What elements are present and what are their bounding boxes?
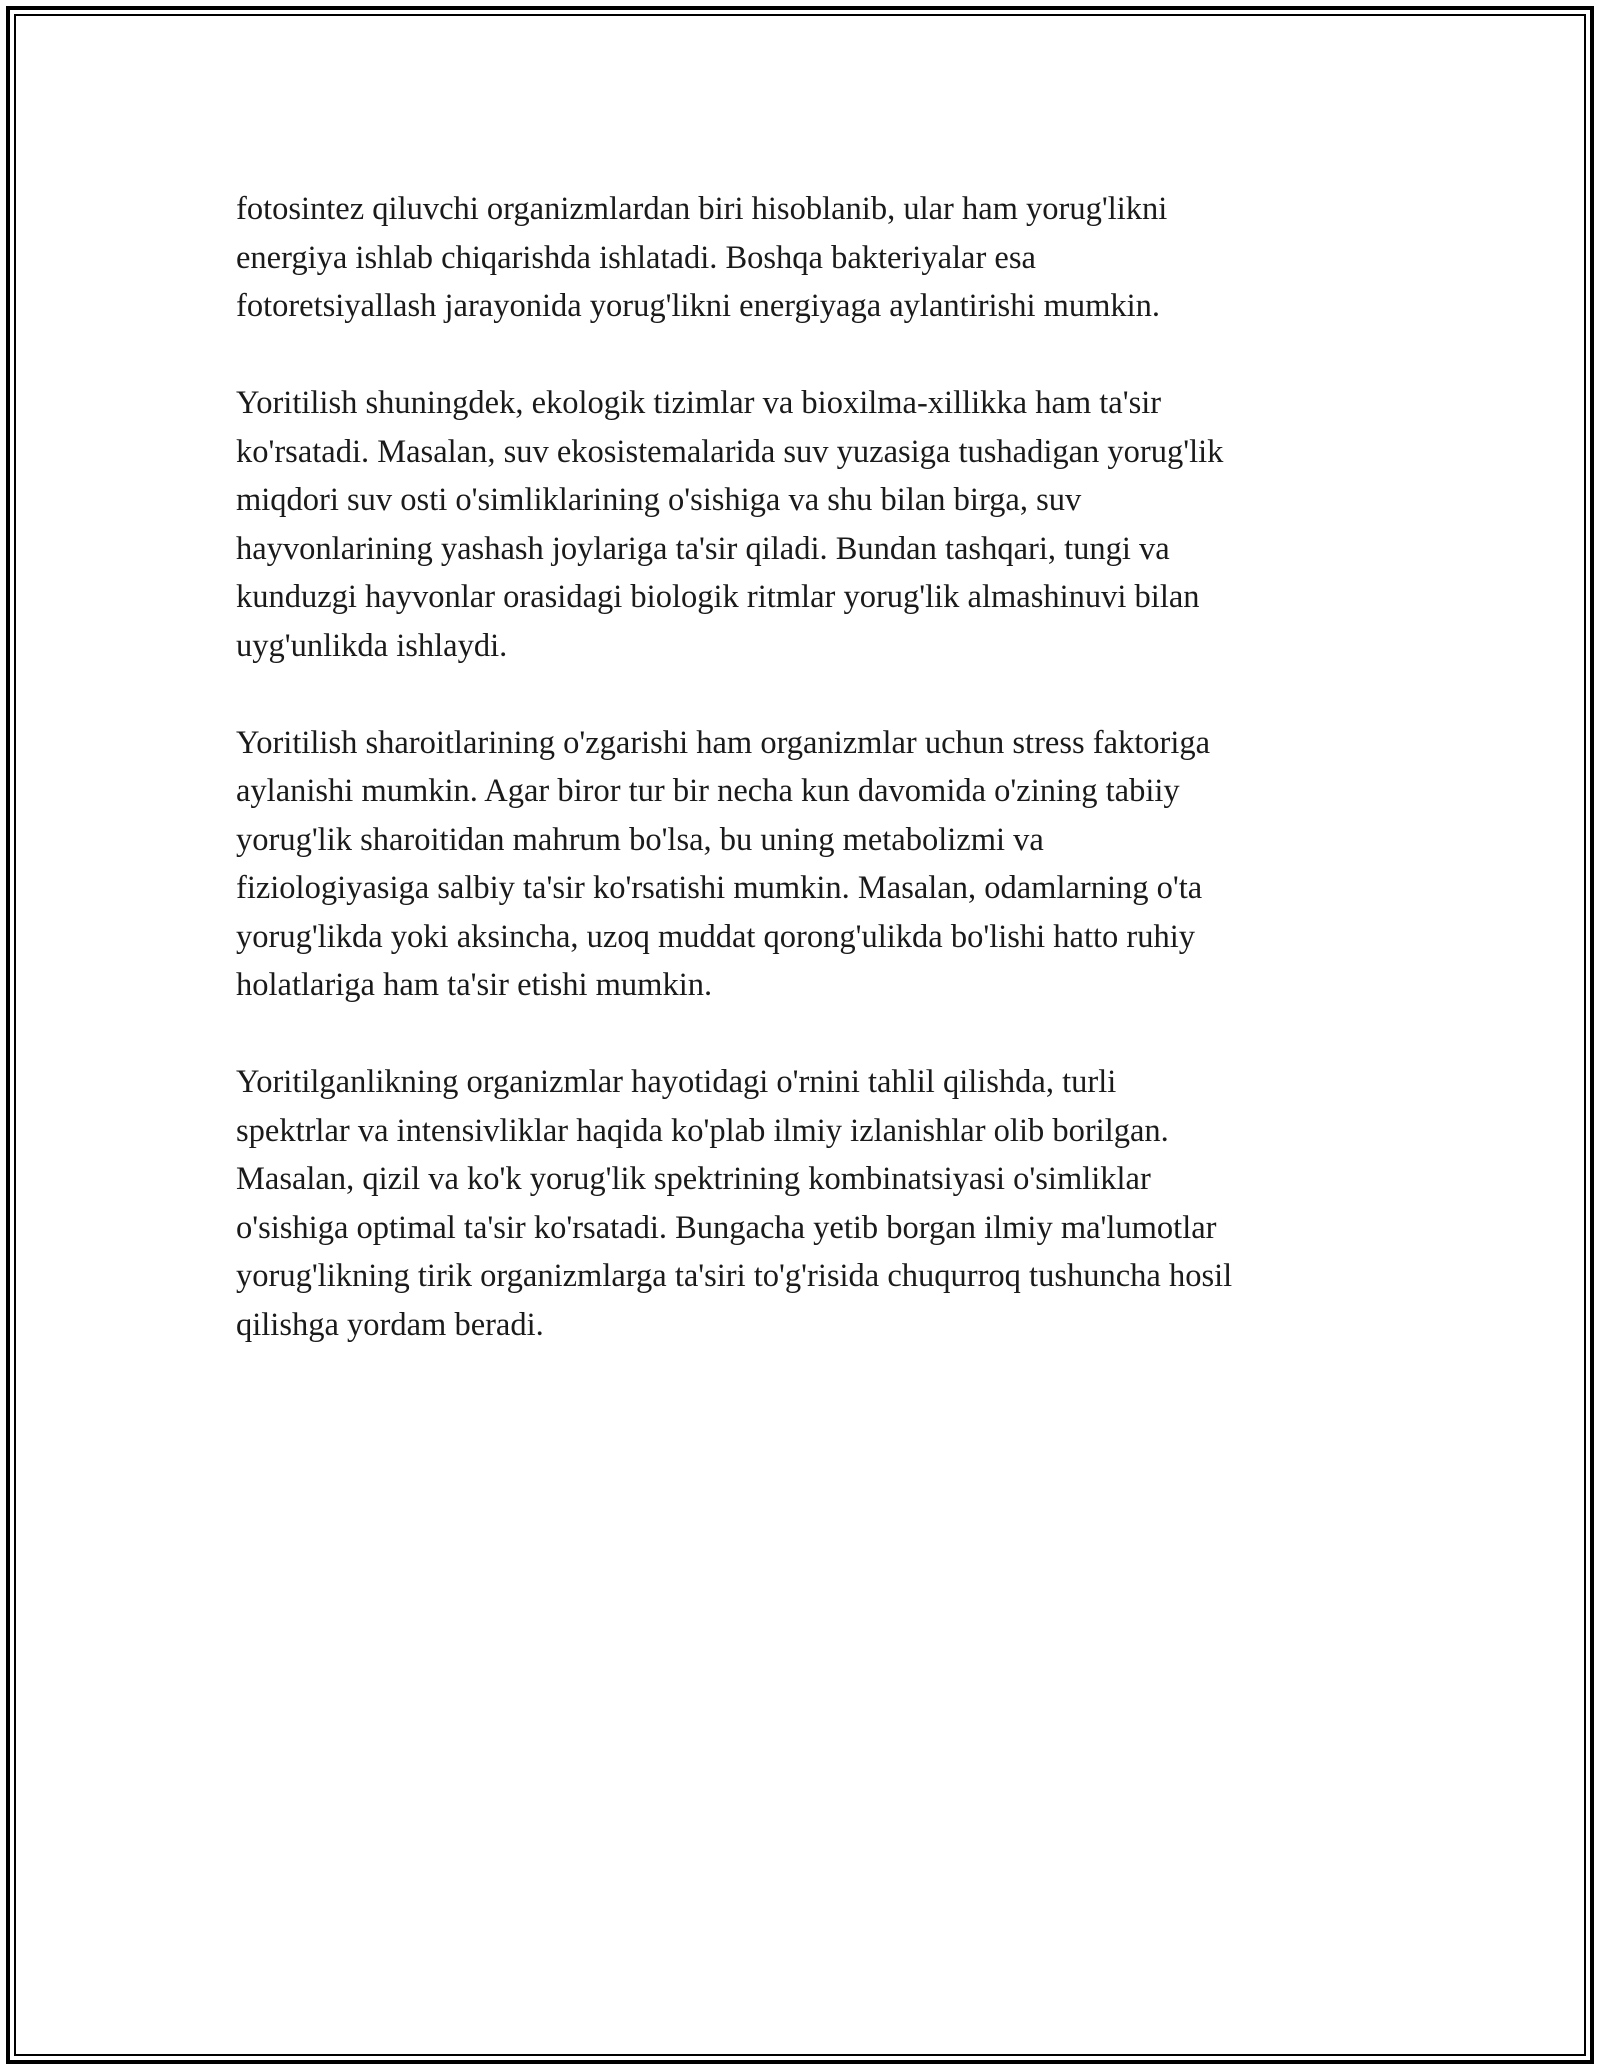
paragraph-3: Yoritilish sharoitlarining o'zgarishi ham organizmlar uchun stress faktoriga aylanishi mumkin. Agar biror tur bir necha kun davomida o'zining tabiiy yorug'lik sharoitidan mahrum bo'lsa, bu uning metabolizmi va fiziologiyasiga salbiy ta'sir ko'rsatishi mumkin. Masalan, odamlarning o'ta yorug'likda yoki aksincha, uzoq muddat qorong'ulikda bo'lishi hatto ruhiy holatlariga ham ta'sir etishi mumkin. — [236, 724, 1211, 1003]
document-body — [236, 185, 1371, 1398]
paragraph-1: fotosintez qiluvchi organizmlardan biri hisoblanib, ular ham yorug'likni energiya ishlab chiqarishda ishlatadi. Boshqa bakteriyalar esa fotoretsiyallash jarayonida yorug'likni energiyaga aylantirishi mumkin. — [236, 191, 1168, 324]
paragraph-2: Yoritilish shuningdek, ekologik tizimlar va bioxilma-xillikka ham ta'sir ko'rsatadi. Masalan, suv ekosistemalarida suv yuzasiga tushadigan yorug'lik miqdori suv osti o'simliklarining o'sishiga va shu bilan birga, suv hayvonlarining yashash joylariga ta'sir qiladi. Bundan tashqari, tungi va kunduzgi hayvonlar orasidagi biologik ritmlar yorug'lik almashinuvi bilan uyg'unlikda ishlaydi. — [236, 385, 1224, 664]
paragraph-4: Yoritilganlikning organizmlar hayotidagi o'rnini tahlil qilishda, turli spektrlar va intensivliklar haqida ko'plab ilmiy izlanishlar olib borilgan. Masalan, qizil va ko'k yorug'lik spektrining kombinatsiyasi o'simliklar o'sishiga optimal ta'sir ko'rsatadi. Bungacha yetib borgan ilmiy ma'lumotlar yorug'likning tirik organizmlarga ta'siri to'g'risida chuqurroq tushuncha hosil qilishga yordam beradi. — [236, 1064, 1233, 1343]
